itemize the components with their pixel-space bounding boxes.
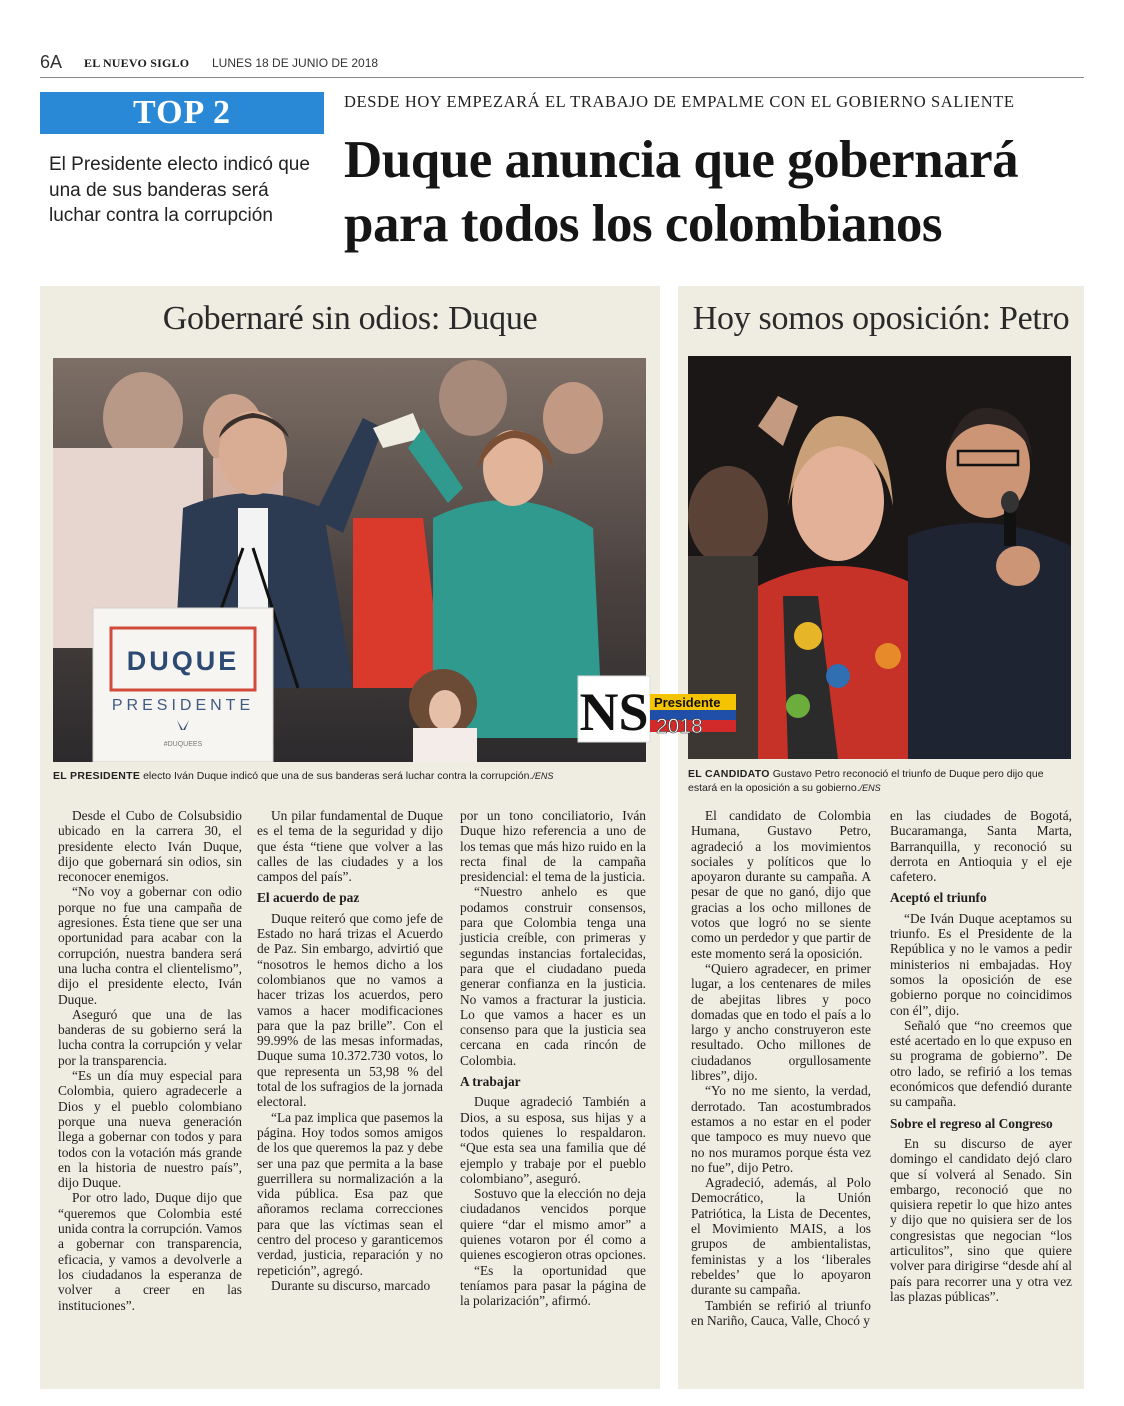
paragraph: “Es la oportunidad que teníamos para pasar la página de la polarización”, afirmó.	[460, 1262, 646, 1309]
caption-lead: EL CANDIDATO	[688, 768, 770, 780]
caption-credit: /ENS	[859, 783, 881, 793]
duque-column-2	[257, 808, 443, 1293]
paragraph: “Es un día muy especial para Colombia, quiero agradecerle a Dios y el pueblo colombiano porque una nueva generación llega a gobernar con todos y para todos con la votación más grande en la historia de nuestro país”, dijo Duque.	[58, 1068, 242, 1191]
caption-credit: /ENS	[532, 771, 554, 781]
caption-text: Gustavo Petro reconoció el triunfo de Duque pero dijo que estará en la oposición a su gobierno.	[688, 768, 1044, 794]
podium-sign-hashtag: #DUQUEES	[163, 741, 203, 748]
paragraph: Duque reiteró que como jefe de Estado no hará trizas el Acuerdo de Paz. Sin embargo, advirtió que “nosotros le hemos dicho a los colombianos que no vamos a hacer trizas los acuerdos, pero vamos a hacer modificaciones para que la paz brille”. Con el 99.99% de las mesas informadas, Duque suma 10.372.730 votos, lo que representa un 53,98 % del total de los sufragios de la jornada electoral.	[257, 910, 443, 1110]
paragraph: Durante su discurso, marcado	[271, 1277, 431, 1293]
paragraph: Agradeció, además, al Polo Democrático, la Unión Patriótica, la Lista de Decentes, el Movimiento MAIS, a los grupos de ambientalistas, feministas y a los ‘liberales rebeldes’ que lo apoyaron durante su campaña.	[691, 1175, 871, 1298]
page-number: 6A	[40, 52, 63, 72]
paragraph: “No voy a gobernar con odio porque no fue una campaña de agresiones. Ésta tiene que ser una oportunidad para acabar con la corrupción, nuestra bandera será una lucha contra el clientelismo”, dijo el presidente electo, Iván Duque.	[58, 884, 242, 1007]
paragraph: “Nuestro anhelo es que podamos construir consensos, para que Colombia tenga una justicia creíble, con primeras y segundas instancias fortalecidas, para que el ciudadano pueda generar confianza en la justicia. No vamos a fracturar la justicia. Lo que vamos a hacer es un consenso para que la justicia sea cercana en cada rincón de Colombia.	[460, 884, 646, 1068]
subhead-regreso-congreso: Sobre el regreso al Congreso	[890, 1115, 1053, 1131]
lead-summary: El Presidente electo indicó que una de sus banderas será luchar contra la corrupción	[49, 154, 310, 226]
paragraph: en las ciudades de Bogotá, Bucaramanga, Santa Marta, Barranquilla, y reconoció su derrota en Antioquia y el eje cafetero.	[890, 808, 1072, 885]
paragraph: El candidato de Colombia Humana, Gustavo Petro, agradeció a los movimientos sociales y políticos que lo apoyaron durante su campaña. A pesar de que no ganó, dijo que gracias a los ocho millones de votos que logró no se siente como un perdedor y que partir de este momento será la oposición.	[691, 808, 871, 961]
caption-text: electo Iván Duque indicó que una de sus banderas será luchar contra la corrupción.	[140, 770, 533, 782]
duque-column-3	[460, 808, 646, 1309]
paragraph: Señaló que “no creemos que esté acertado en lo que expuso en su programa de gobierno”. De otro lado, se refirió a los temas económicos que defendió durante su campaña.	[890, 1017, 1072, 1110]
ns-mark: NS	[579, 682, 649, 742]
newspaper-name: EL NUEVO SIGLO	[84, 56, 190, 70]
subhead-acepto-el-triunfo: Aceptó el triunfo	[890, 890, 987, 906]
duque-photo	[53, 358, 649, 762]
paragraph: Por otro lado, Duque dijo que “queremos que Colombia esté unida contra la corrupción. Vamos a gobernar con transparencia, eficacia, y vamos a devolverle a los ciudadanos la esperanza de volver a creer en las instituciones”.	[58, 1190, 242, 1313]
duque-column-1	[58, 808, 242, 1313]
paragraph: “Quiero agradecer, en primer lugar, a los centenares de miles de abejitas libres y poco domadas que en todo el país a lo largo y ancho construyeron este resultado. Ocho millones de ciudadanos orgullosamente libres”, dijo.	[691, 960, 871, 1084]
paragraph: En su discurso de ayer domingo el candidato dejó claro que sí volverá al Senado. Sin embargo, reconoció que no quisiera repetir lo que hizo antes y dijo que no quisiera ser de los congresistas que negocian “los articulitos”, sino que quiere volver para dirigirse “desde ahí al país para recorrer una y otra vez las plazas públicas”.	[890, 1135, 1072, 1304]
paragraph: por un tono conciliatorio, Iván Duque hizo referencia a uno de los temas que más hizo ruido en la recta final de la campaña presidencial: el tema de la justicia.	[460, 808, 646, 885]
petro-photo-caption	[688, 767, 1071, 795]
duque-photo-illustration	[53, 358, 649, 762]
petro-photo	[688, 356, 1071, 759]
paragraph: “La paz implica que pasemos la página. Hoy todos somos amigos de los que queremos la paz y debe ser una paz que permita a la base guerrillera su normalización a la vida pública. Esa paz que añoramos reclama correcciones para que las víctimas sean el centro del proceso y garanticemos verdad, justicia, reparación y no repetición”, agregó.	[257, 1109, 443, 1278]
podium-sign-name: DUQUE	[126, 646, 240, 676]
kicker: DESDE HOY EMPEZARÁ EL TRABAJO DE EMPALME CON EL GOBIERNO SALIENTE	[344, 92, 1015, 111]
paragraph: Un pilar fundamental de Duque es el tema de la seguridad y dijo que ésta “tiene que volver a las calles de las ciudades y a los campos del país”.	[257, 808, 443, 885]
ns-badge-graphic	[574, 672, 738, 746]
paragraph: Desde el Cubo de Colsubsidio ubicado en la carrera 30, el presidente electo Iván Duque, dijo que gobernará sin odios, sin reconocer enemigos.	[58, 808, 242, 885]
subhead-a-trabajar: A trabajar	[460, 1074, 521, 1090]
duque-photo-caption	[53, 769, 646, 783]
caption-lead: EL PRESIDENTE	[53, 770, 141, 782]
petro-column-2	[890, 808, 1072, 1304]
subhead-acuerdo-de-paz: El acuerdo de paz	[257, 890, 360, 906]
paragraph: “Yo no me siento, la verdad, derrotado. Tan acostumbrados estamos a no estar en el poder que tampoco es muy nuevo que no nos muramos porque ésta vez no fue”, dijo Petro.	[691, 1083, 871, 1175]
petro-column-1	[691, 808, 871, 1328]
paragraph: Sostuvo que la elección no deja ciudadanos vencidos porque quiere “dar el mismo amor” a quienes votaron por él como a quienes escogieron otras opciones.	[460, 1186, 646, 1263]
top-label: TOP 2	[40, 92, 324, 134]
ns-presidente-2018-badge	[574, 672, 738, 746]
paragraph: También se refirió al triunfo en Nariño, Cauca, Valle, Chocó y	[691, 1297, 871, 1328]
petro-photo-illustration	[688, 356, 1071, 759]
running-head	[40, 50, 1084, 78]
podium-sign-subtitle: PRESIDENTE	[111, 697, 255, 714]
petro-story-title: Hoy somos oposición: Petro	[692, 300, 1070, 337]
paragraph: Duque agradeció También a Dios, a su esposa, sus hijas y a todos quienes lo respaldaron. “Que esta sea una familia que dé ejemplo y trabaje por el pueblo colombiano”, aseguró.	[460, 1094, 646, 1186]
issue-date: LUNES 18 DE JUNIO DE 2018	[212, 56, 379, 70]
paragraph: “De Iván Duque aceptamos su triunfo. Es el Presidente de la República y no le vamos a pedir ministerios ni embajadas. Hoy somos la oposición de ese gobierno porque no coincidimos con él”, dijo.	[890, 910, 1072, 1018]
petro-story-panel	[678, 286, 1084, 1389]
paragraph: Aseguró que una de las banderas de su gobierno será la lucha contra la corrupción y velar por la transparencia.	[58, 1006, 242, 1068]
duque-story-panel	[40, 286, 660, 1389]
badge-year: 2018	[656, 715, 703, 738]
duque-story-title: Gobernaré sin odios: Duque	[162, 300, 538, 337]
badge-label: Presidente	[654, 695, 721, 710]
headline: Duque anuncia que gobernará para todos los colombianos	[344, 131, 1019, 253]
